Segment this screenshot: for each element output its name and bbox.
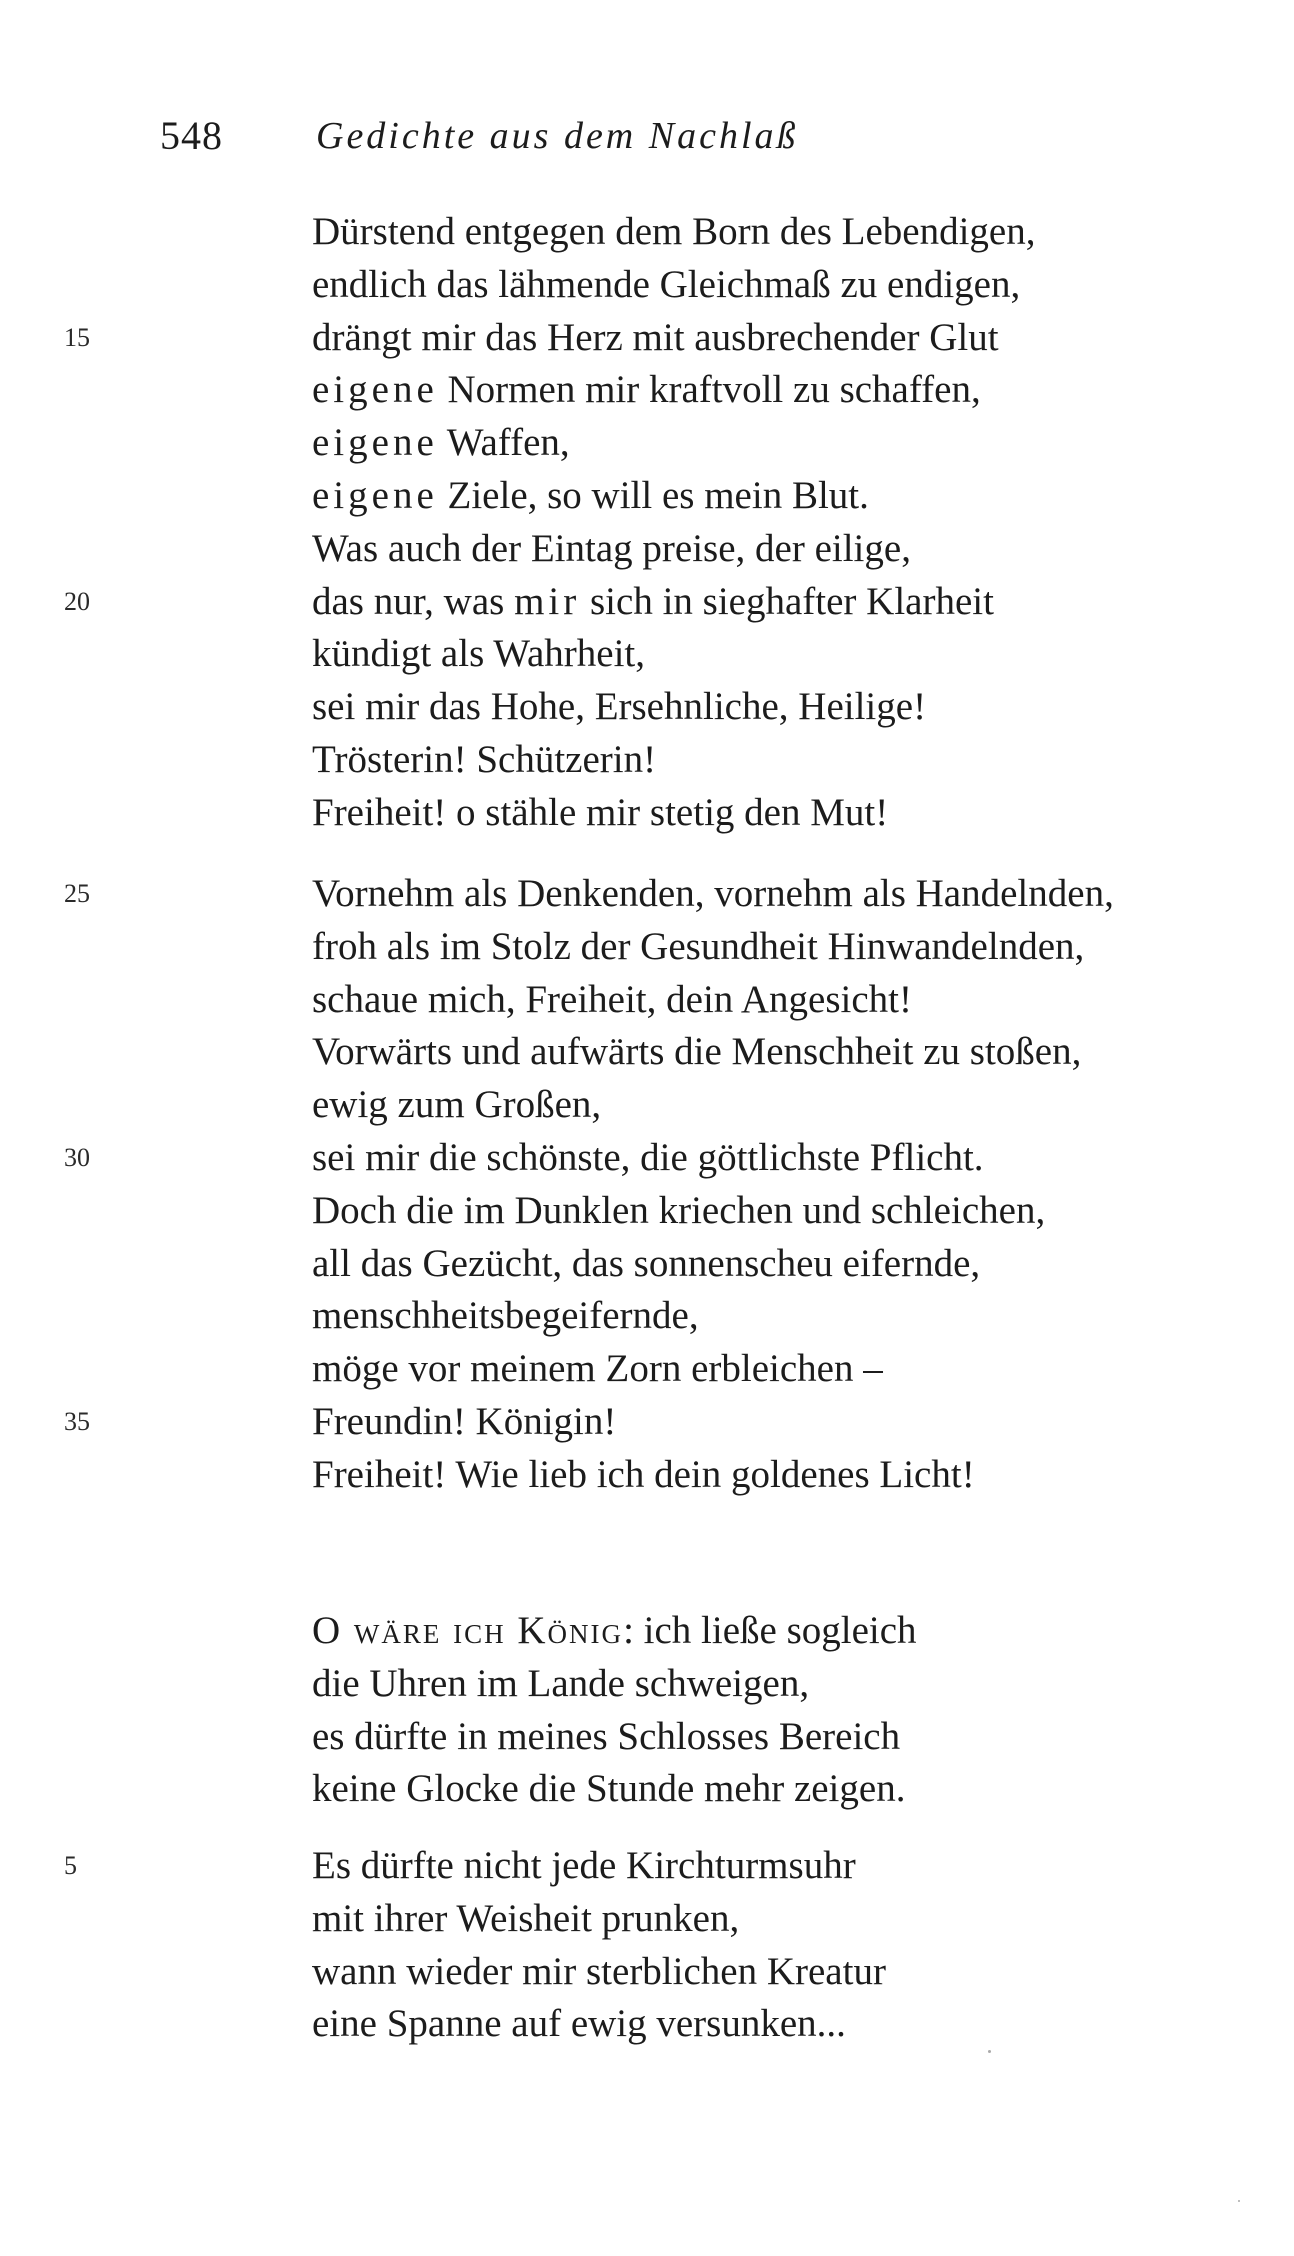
line-text: das nur, was <box>312 580 515 623</box>
poem-line <box>312 974 912 1026</box>
line-text: Freundin! Königin! <box>312 1400 617 1443</box>
line-text: schaue mich, Freiheit, dein Angesicht! <box>312 978 913 1021</box>
poem-line <box>312 921 1084 973</box>
line-text: keine Glocke die Stunde mehr zeigen. <box>312 1767 906 1810</box>
poem-line <box>312 1840 856 1892</box>
poem-line <box>312 1132 984 1184</box>
line-text: Es dürfte nicht jede Kirchturmsuhr <box>312 1844 856 1887</box>
line-text: endlich das lähmende Gleichmaß zu endigen, <box>312 263 1021 306</box>
line-text: möge vor meinem Zorn erbleichen – <box>312 1347 883 1390</box>
poem-incipit-small-caps: O wäre ich König <box>312 1609 624 1652</box>
poem-line <box>312 1711 900 1763</box>
poem-line <box>312 681 926 733</box>
line-text: es dürfte in meines Schlosses Bereich <box>312 1715 901 1758</box>
poem-line <box>312 868 1114 920</box>
line-text: wann wieder mir sterblichen Kreatur <box>312 1950 886 1993</box>
poem-line <box>312 1946 886 1998</box>
page-number: 548 <box>160 113 223 158</box>
running-title: Gedichte aus dem Nachlaß <box>316 115 799 157</box>
line-text: ewig zum Großen, <box>312 1083 602 1126</box>
line-text: Freiheit! Wie lieb ich dein goldenes Licht! <box>312 1453 975 1496</box>
poem-first-line <box>312 1605 917 1657</box>
line-number: 20 <box>64 587 90 616</box>
line-text: Vorwärts und aufwärts die Menschheit zu stoßen, <box>312 1030 1082 1073</box>
poem-line <box>312 1893 739 1945</box>
line-text: Dürstend entgegen dem Born des Lebendigen, <box>312 210 1036 253</box>
poem-line <box>312 1079 601 1131</box>
poem-line <box>312 312 999 364</box>
poem-line <box>312 628 645 680</box>
poem-line <box>312 1658 809 1710</box>
poem-line <box>312 1026 1081 1078</box>
poem-line <box>312 364 981 416</box>
poem-line <box>312 1290 699 1342</box>
spaced-emphasis: mir <box>514 580 581 623</box>
line-text: kündigt als Wahrheit, <box>312 632 646 675</box>
poem-first-line-rest: : ich ließe sogleich <box>623 1609 917 1652</box>
line-number: 15 <box>64 323 90 352</box>
line-text: all das Gezücht, das sonnenscheu eifernde, <box>312 1242 981 1285</box>
paper-speck <box>1238 2200 1240 2202</box>
line-text: Doch die im Dunklen kriechen und schleichen, <box>312 1189 1046 1232</box>
line-text: sich in sieghafter Klarheit <box>580 580 994 623</box>
running-head <box>160 112 1194 172</box>
poem-line <box>312 734 656 786</box>
poem-line <box>312 1185 1045 1237</box>
poem-line <box>312 1763 905 1815</box>
line-text: Freiheit! o stähle mir stetig den Mut! <box>312 791 889 834</box>
line-text: menschheitsbegeifernde, <box>312 1294 699 1337</box>
spaced-emphasis: eigene <box>312 474 438 517</box>
poem-line <box>312 523 911 575</box>
line-text: sei mir das Hohe, Ersehnliche, Heilige! <box>312 685 927 728</box>
poem-line <box>312 576 994 628</box>
spaced-emphasis: eigene <box>312 421 438 464</box>
poem-line <box>312 1998 846 2050</box>
line-number: 5 <box>64 1851 77 1880</box>
poem-line <box>312 1396 616 1448</box>
paper-speck <box>988 2050 991 2053</box>
line-text: Ziele, so will es mein Blut. <box>437 474 869 517</box>
poem-line <box>312 1238 980 1290</box>
spaced-emphasis: eigene <box>312 368 438 411</box>
line-text: Waffen, <box>437 421 570 464</box>
line-text: mit ihrer Weisheit prunken, <box>312 1897 740 1940</box>
line-text: froh als im Stolz der Gesundheit Hinwandelnden, <box>312 925 1085 968</box>
poem-line <box>312 1343 883 1395</box>
line-number: 25 <box>64 879 90 908</box>
poem-line <box>312 417 570 469</box>
poem-line <box>312 259 1020 311</box>
line-text: sei mir die schönste, die göttlichste Pflicht. <box>312 1136 984 1179</box>
line-number: 35 <box>64 1407 90 1436</box>
poem-line <box>312 787 888 839</box>
poem-line <box>312 206 1035 258</box>
line-text: die Uhren im Lande schweigen, <box>312 1662 810 1705</box>
line-text: Trösterin! Schützerin! <box>312 738 657 781</box>
line-text: Vornehm als Denkenden, vornehm als Handelnden, <box>312 872 1114 915</box>
line-number: 30 <box>64 1143 90 1172</box>
line-text: drängt mir das Herz mit ausbrechender Glut <box>312 316 999 359</box>
line-text: eine Spanne auf ewig versunken... <box>312 2002 846 2045</box>
line-text: Was auch der Eintag preise, der eilige, <box>312 527 911 570</box>
poem-line <box>312 1449 975 1501</box>
line-text: Normen mir kraftvoll zu schaffen, <box>437 368 981 411</box>
poem-line <box>312 470 869 522</box>
